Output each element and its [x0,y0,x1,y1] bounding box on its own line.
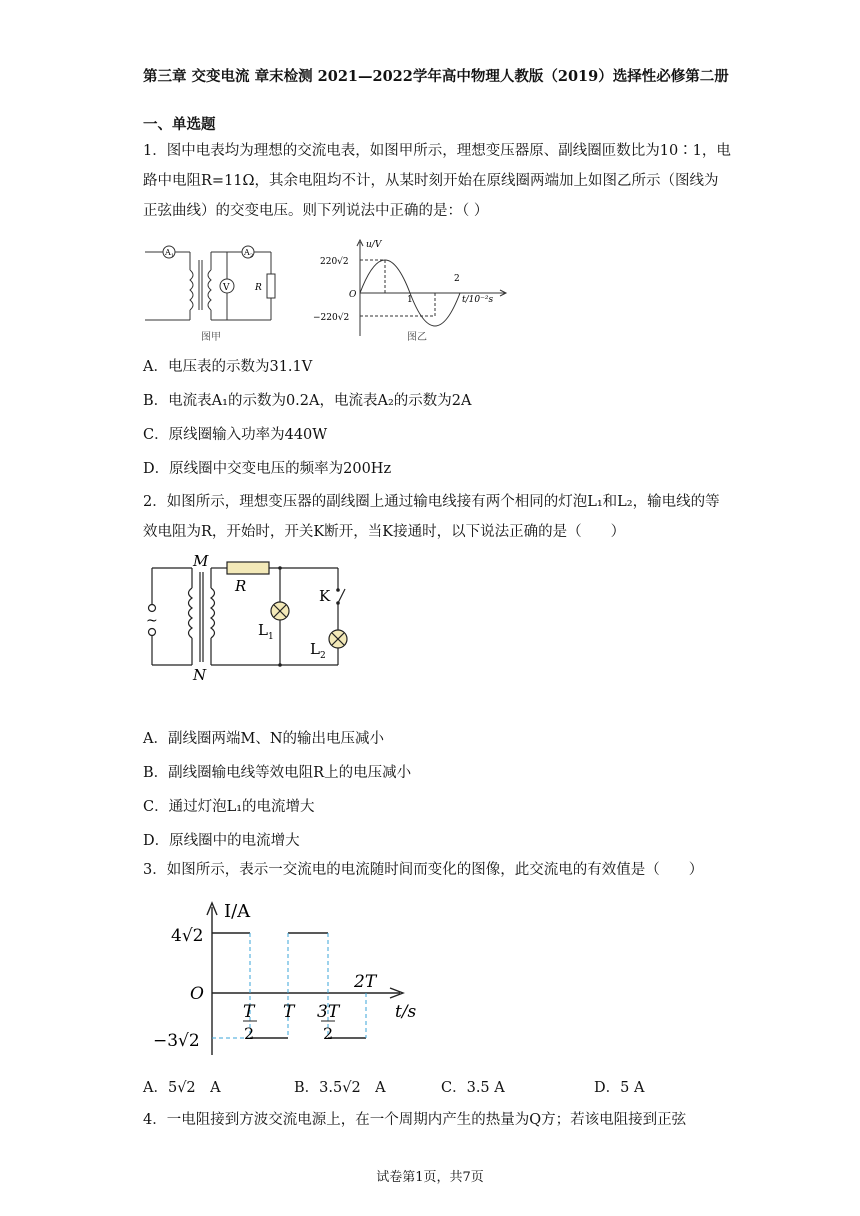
q2-option-a: A．副线圈两端M、N的输出电压减小 [143,731,385,747]
lamp-l1-sub: 1 [268,632,274,642]
graph-yi-xlabel: t/10⁻²s [462,295,494,305]
q3-option-a: A．5√2 A [143,1080,221,1096]
graph-q3-origin: O [190,984,204,1004]
graph-q3-ymin: −3√2 [153,1031,200,1051]
q2-option-b: B．副线圈输电线等效电阻R上的电压减小 [143,765,412,781]
resistor-r-label: R [235,577,247,595]
question-4-text: 4．一电阻接到方波交流电源上，在一个周期内产生的热量为Q方；若该电阻接到正弦 [143,1112,687,1128]
graph-yi-tick-1: 1 [407,295,413,305]
section-heading: 一、单选题 [143,116,216,133]
lamp-l2-label: L [310,640,320,658]
figure-jia-caption: 图甲 [201,332,221,343]
question-1-text: 1．图中电表均为理想的交流电表，如图甲所示，理想变压器原、副线圈匝数比为10∶1，电路中电阻R=11Ω，其余电阻均不计，从某时刻开始在原线圈两端加上如图乙所示（图线为正弦曲线）的交变电压。则下列说法中正确的是：（ ） [143,143,731,219]
q1-option-a: A．电压表的示数为31.1V [143,359,313,375]
resistor-label: R [255,283,262,293]
ammeter-a2-sub: 2 [250,253,254,259]
tick-t: T [283,1002,295,1022]
switch-k-label: K [319,587,331,605]
q2-option-c: C．通过灯泡L₁的电流增大 [143,799,315,815]
question-3-text: 3．如图所示，表示一交流电的电流随时间而变化的图像，此交流电的有效值是（ ） [143,862,704,878]
ammeter-a2-label: A [244,248,250,257]
figure-q3-square-wave [145,895,425,1055]
graph-q3-ylabel: I/A [224,901,251,922]
ammeter-a1-label: A [165,248,171,257]
figure-jia-circuit [143,240,283,350]
graph-yi-ymax: 220√2 [320,257,349,267]
q1-option-b: B．电流表A₁的示数为0.2A，电流表A₂的示数为2A [143,393,472,409]
tick-t-half-num: T [243,1002,255,1022]
q3-option-b: B．3.5√2 A [294,1080,386,1096]
q1-option-d: D．原线圈中交变电压的频率为200Hz [143,461,392,477]
q3-option-d: D．5 A [594,1080,645,1096]
q2-option-d: D．原线圈中的电流增大 [143,833,300,849]
question-2-text: 2．如图所示，理想变压器的副线圈上通过输电线接有两个相同的灯泡L₁和L₂，输电线的等效电阻为R，开始时，开关K断开，当K接通时，以下说法正确的是（ ） [143,494,720,540]
page-footer: 试卷第1页，共7页 [376,1170,484,1185]
figure-q2-circuit [140,550,370,685]
document-title: 第三章 交变电流 章末检测 2021—2022学年高中物理人教版（2019）选择性必修第二册 [143,68,729,85]
figure-yi-caption: 图乙 [407,332,427,343]
ammeter-a1-sub: 1 [171,253,175,259]
tick-3t-half-num: 3T [317,1002,340,1022]
graph-q3-ymax: 4√2 [171,926,204,946]
graph-yi-ymin: −220√2 [313,313,350,323]
tick-2t: 2T [354,972,377,992]
graph-yi-origin: O [349,290,357,300]
graph-yi-ylabel: u/V [366,240,382,250]
figure-yi-sine-graph [310,236,510,346]
terminal-m-label: M [193,552,209,570]
graph-yi-tick-2: 2 [454,274,460,284]
lamp-l1-label: L [258,621,268,639]
voltmeter-label: V [223,283,230,293]
tick-t-half-den: 2 [244,1024,255,1043]
lamp-l2-sub: 2 [320,651,326,661]
terminal-n-label: N [193,666,207,684]
graph-q3-xlabel: t/s [395,1002,417,1022]
ac-source-symbol: ~ [146,613,158,629]
q1-option-c: C．原线圈输入功率为440W [143,427,328,443]
tick-3t-half-den: 2 [323,1024,334,1043]
q3-option-c: C．3.5 A [441,1080,505,1096]
